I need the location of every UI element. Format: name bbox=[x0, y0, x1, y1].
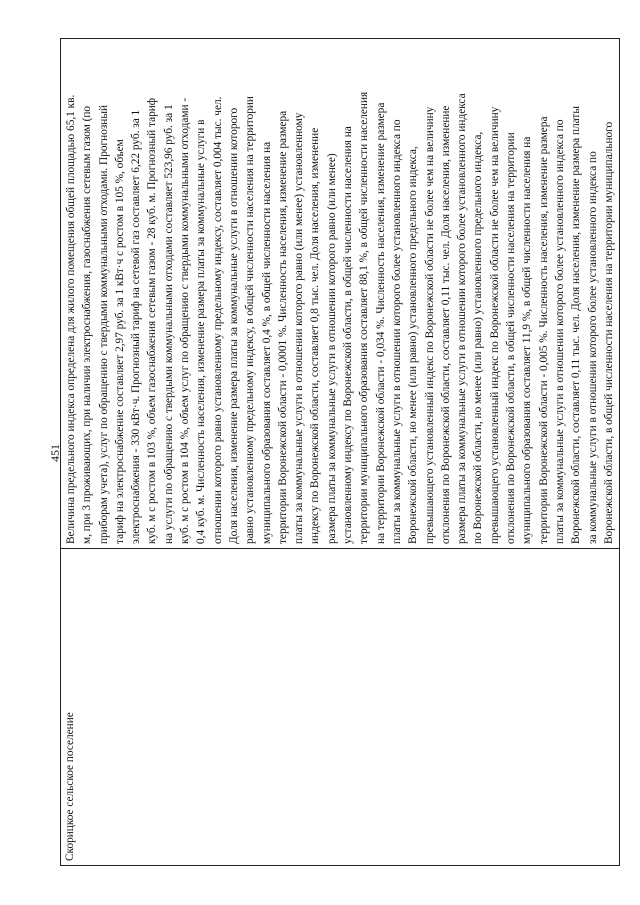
text-line: установленному индексу по Воронежской области, в общей численности населения на bbox=[342, 126, 355, 544]
text-line: территории Воронежской области - 0,0001 %. Численность населения, изменение размера bbox=[276, 110, 289, 544]
settlement-name: Скорицкое сельское поселение bbox=[64, 712, 76, 861]
text-line: на услуги по обращению с твердыми коммунальными отходами составляет 523,96 руб. за 1 bbox=[162, 104, 175, 544]
description-cell bbox=[61, 39, 620, 549]
text-line: куб. м с ростом в 104 %, объем услуг по обращению с твердыми коммунальными отходами - bbox=[179, 97, 192, 544]
text-line: Величина предельного индекса определена для жилого помещения общей площадью 65,1 кв. bbox=[65, 94, 77, 544]
table-row bbox=[61, 39, 620, 866]
text-line: м, при 3 проживающих, при наличии электроснабжения, газоснабжения сетевым газом (по bbox=[81, 105, 94, 544]
settlement-cell bbox=[61, 549, 620, 866]
description-text bbox=[63, 43, 617, 544]
tariff-table bbox=[60, 38, 620, 866]
page-number: 451 bbox=[48, 444, 62, 462]
text-line: превышающего установленный индекс по Воронежской области не более чем на величину bbox=[423, 106, 436, 544]
text-line: электроснабжения - 330 кВт·ч. Прогнозный тариф на сетевой газ составляет 6,22 руб. за 1 bbox=[130, 109, 143, 544]
text-line: Воронежской области, но менее (или равно) установленного предельного индекса, bbox=[407, 146, 420, 544]
text-line: тариф на электроснабжение составляет 2,97 руб. за 1 кВт·ч с ростом в 105 %, объем bbox=[113, 139, 126, 544]
rotated-table bbox=[60, 38, 615, 866]
text-line: платы за коммунальные услуги в отношении которого более установленного индекса по bbox=[390, 119, 403, 544]
text-line: равно установленному предельному индексу, в общей численности населения на территории bbox=[244, 96, 257, 544]
text-line: платы за коммунальные услуги в отношении которого равно (или менее) установленному bbox=[293, 112, 306, 544]
text-line: за коммунальные услуги в отношении которого более установленного индекса по bbox=[586, 151, 599, 544]
text-line: территории муниципального образования составляет 88,1 %, в общей численности населения bbox=[358, 91, 371, 544]
text-line: Воронежской области, составляет 0,11 тыс. чел. Доля населения, изменение размера платы bbox=[570, 106, 583, 544]
text-line: территории Воронежской области - 0,005 %. Численность населения, изменение размера bbox=[537, 116, 550, 544]
text-line: Доля населения, изменение размера платы за коммунальные услуги в отношении которого bbox=[227, 107, 240, 544]
text-line: индексу по Воронежской области, составляет 0,8 тыс. чел. Доля населения, изменение bbox=[309, 127, 322, 544]
text-line: приборам учета), услуг по обращению с твердыми коммунальными отходами. Прогнозный bbox=[97, 105, 110, 544]
text-line: отклонения по Воронежской области, в общей численности населения на территории bbox=[505, 132, 518, 544]
text-line: размера платы за коммунальные услуги в отношении которого равно (или менее) bbox=[325, 153, 338, 544]
text-line: на территории Воронежской области - 0,034 %. Численность населения, изменение размера bbox=[374, 102, 387, 544]
text-line: отношении которого равно установленному предельному индексу, составляет 0,004 тыс. чел. bbox=[211, 96, 224, 544]
text-line: муниципального образования составляет 0,4 %, в общей численности населения на bbox=[260, 141, 273, 544]
text-line: по Воронежской области, но менее (или равно) установленного предельного индекса, bbox=[472, 131, 485, 544]
text-line: размера платы за коммунальные услуги в отношении которого более установленного индекса bbox=[456, 93, 469, 544]
text-line: куб. м с ростом в 103 %, объем газоснабжения сетевым газом - 28 куб. м. Прогнозный тариф bbox=[146, 97, 159, 544]
text-line: превышающего установленный индекс по Воронежской области не более чем на величину bbox=[488, 106, 501, 544]
text-line: 0,4 куб. м. Численность населения, изменение размера платы за коммунальные услуги в bbox=[195, 119, 208, 544]
text-line: платы за коммунальные услуги в отношении которого более установленного индекса по bbox=[553, 119, 566, 544]
text-line: муниципального образования составляет 11,9 %, в общей численности населения на bbox=[521, 136, 534, 544]
text-line: отклонения по Воронежской области, составляет 0,11 тыс. чел. Доля населения, изменение bbox=[439, 105, 452, 544]
text-line: Воронежской области, в общей численности населения на территории муниципального bbox=[602, 121, 615, 544]
